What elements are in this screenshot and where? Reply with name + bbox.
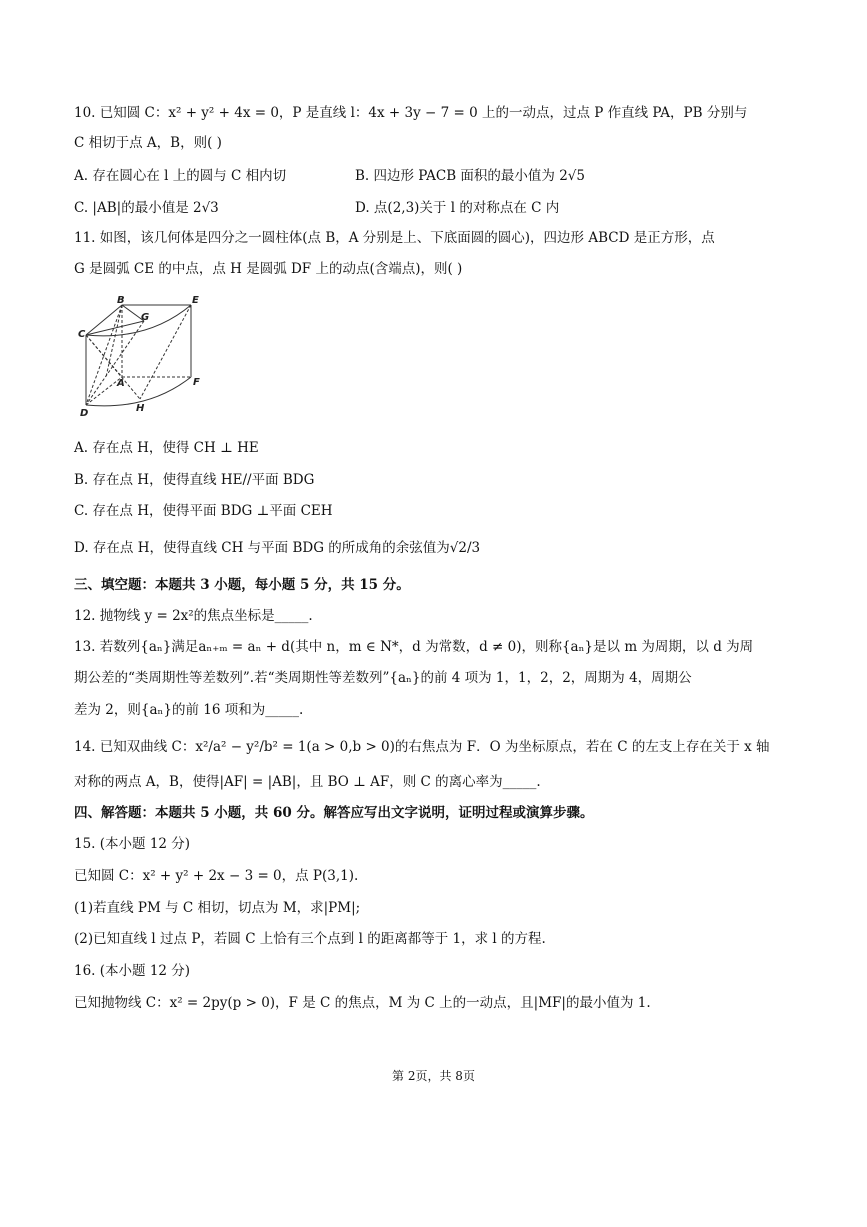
q11-stem-line2: G 是圆弧 CE 的中点，点 H 是圆弧 DF 上的动点(含端点)，则( ) <box>74 261 463 277</box>
q15-part2: (2)已知直线 l 过点 P，若圆 C 上恰有三个点到 l 的距离都等于 1，求 l 的方程. <box>74 931 546 947</box>
svg-text:A: A <box>117 378 125 389</box>
q10-option-a: A. 存在圆心在 l 上的圆与 C 相内切 <box>74 168 287 184</box>
svg-text:C: C <box>78 329 86 340</box>
svg-text:G: G <box>141 312 150 323</box>
section-3-heading: 三、填空题：本题共 3 小题，每小题 5 分，共 15 分。 <box>74 577 410 593</box>
q10-option-c: C. |AB|的最小值是 2√3 <box>74 200 219 216</box>
q10-stem-line2: C 相切于点 A，B，则( ) <box>74 135 222 151</box>
q11-option-c: C. 存在点 H，使得平面 BDG ⊥平面 CEH <box>74 503 333 519</box>
q11-option-b: B. 存在点 H，使得直线 HE//平面 BDG <box>74 472 315 488</box>
q10-stem-line1: 10. 已知圆 C：x² + y² + 4x = 0，P 是直线 l：4x + 3y − 7 = 0 上的一动点，过点 P 作直线 PA，PB 分别与 <box>74 105 748 121</box>
q10-option-d: D. 点(2,3)关于 l 的对称点在 C 内 <box>355 200 560 216</box>
svg-text:H: H <box>136 403 145 414</box>
q15-part1: (1)若直线 PM 与 C 相切，切点为 M，求|PM|; <box>74 900 361 916</box>
q15-stem-line1: 已知圆 C：x² + y² + 2x − 3 = 0，点 P(3,1). <box>74 868 359 884</box>
svg-text:F: F <box>193 377 200 388</box>
q13-stem-line2: 期公差的“类周期性等差数列”.若“类周期性等差数列”{aₙ}的前 4 项为 1，1，2，2，周期为 4，周期公 <box>74 670 692 686</box>
quarter-cylinder-figure <box>78 293 208 422</box>
q13-stem-line3: 差为 2，则{aₙ}的前 16 项和为_____. <box>74 702 304 718</box>
q13-stem-line1: 13. 若数列{aₙ}满足aₙ₊ₘ = aₙ + d(其中 n，m ∈ N*，d 为常数，d ≠ 0)，则称{aₙ}是以 m 为周期，以 d 为周 <box>74 639 754 655</box>
svg-text:D: D <box>80 408 89 418</box>
q15-heading: 15. (本小题 12 分) <box>74 836 191 852</box>
q14-stem-line2: 对称的两点 A，B，使得|AF| = |AB|，且 BO ⊥ AF，则 C 的离心率为_____. <box>74 774 541 790</box>
q16-stem-line1: 已知抛物线 C：x² = 2py(p > 0)，F 是 C 的焦点，M 为 C 上的一动点，且|MF|的最小值为 1. <box>74 995 651 1011</box>
q11-stem-line1: 11. 如图，该几何体是四分之一圆柱体(点 B，A 分别是上、下底面圆的圆心)，四边形 ABCD 是正方形，点 <box>74 230 715 246</box>
q12-stem: 12. 抛物线 y = 2x²的焦点坐标是_____. <box>74 608 313 624</box>
q10-option-b: B. 四边形 PACB 面积的最小值为 2√5 <box>355 168 586 184</box>
section-4-heading: 四、解答题：本题共 5 小题，共 60 分。解答应写出文字说明，证明过程或演算步骤。 <box>74 805 594 821</box>
page-footer: 第 2页，共 8页 <box>392 1069 475 1083</box>
svg-text:B: B <box>117 295 125 306</box>
q14-stem-line1: 14. 已知双曲线 C：x²/a² − y²/b² = 1(a > 0,b > 0)的右焦点为 F．O 为坐标原点，若在 C 的左支上存在关于 x 轴 <box>74 739 770 755</box>
q11-option-d: D. 存在点 H，使得直线 CH 与平面 BDG 的所成角的余弦值为√2/3 <box>74 540 481 556</box>
q11-option-a: A. 存在点 H，使得 CH ⊥ HE <box>74 440 259 456</box>
q16-heading: 16. (本小题 12 分) <box>74 963 191 979</box>
svg-text:E: E <box>192 295 199 306</box>
